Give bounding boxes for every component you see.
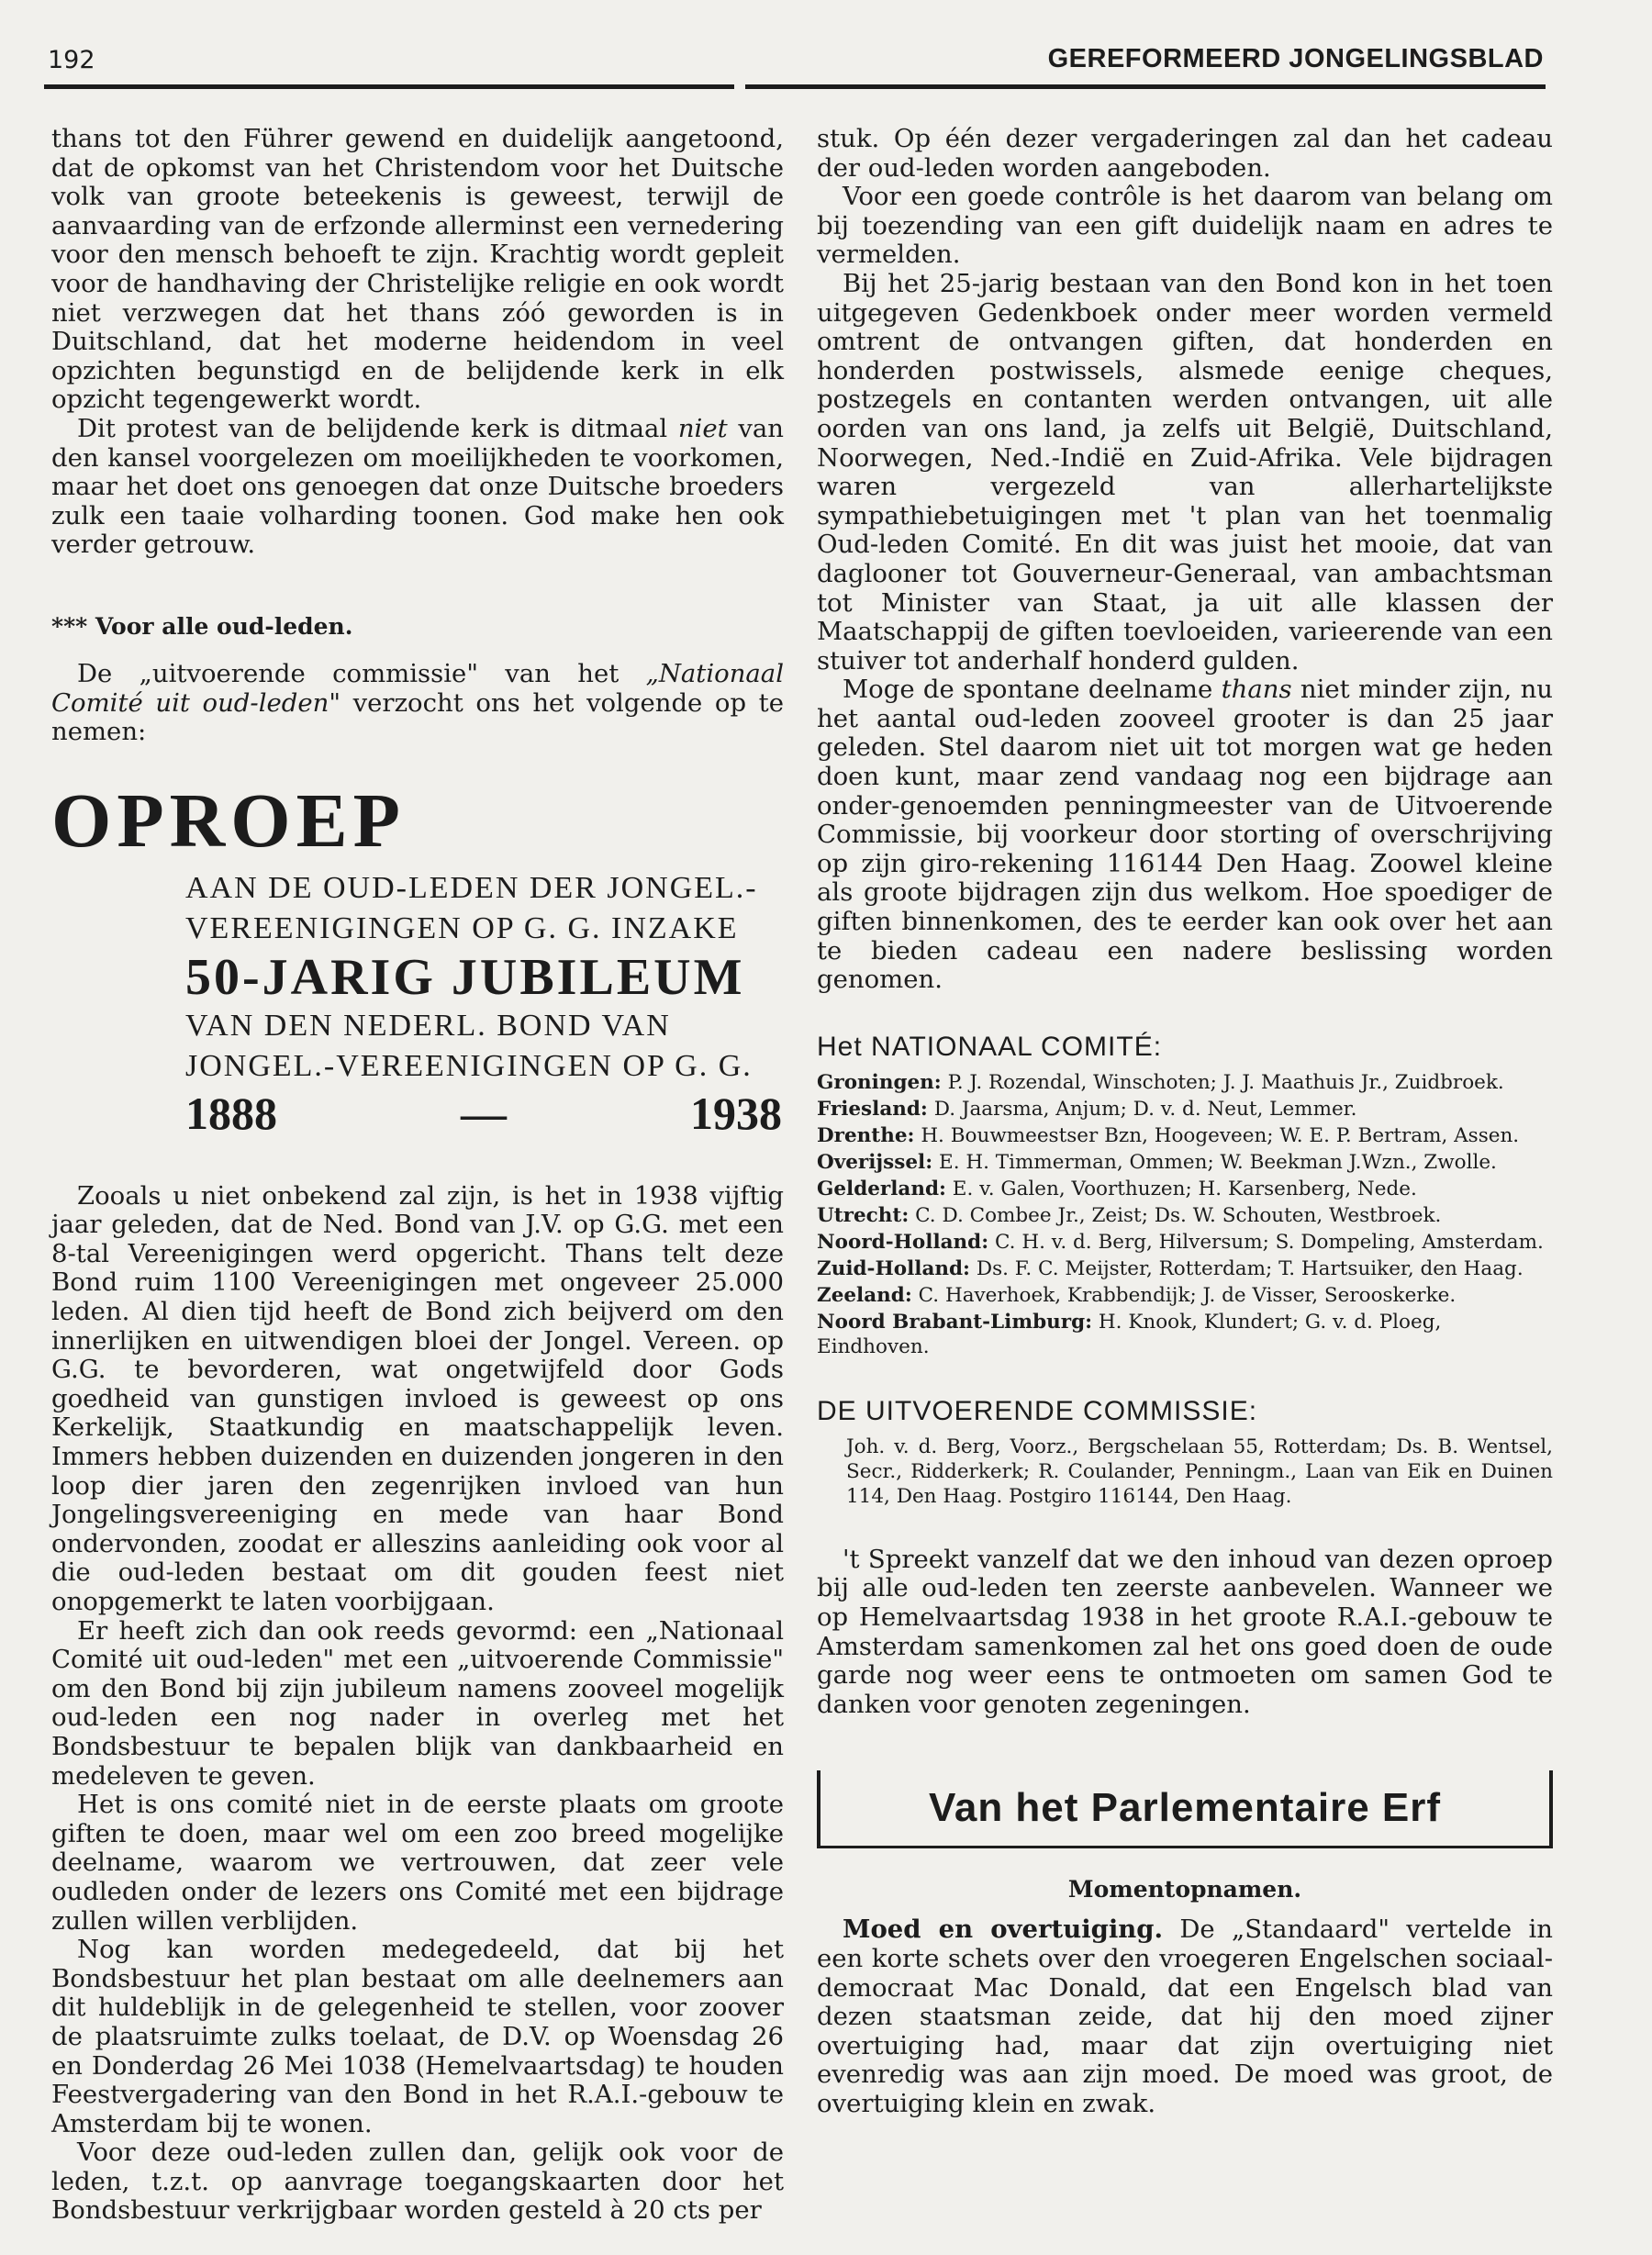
page-number: 192 bbox=[48, 46, 95, 74]
paragraph: stuk. Op één dezer vergaderingen zal dan het cadeau der oud-leden worden aangeboden. bbox=[817, 124, 1553, 183]
left-column bbox=[51, 125, 784, 2226]
oproep-line: AAN DE OUD-LEDEN DER JONGEL.- bbox=[185, 870, 758, 905]
paragraph: Voor deze oud-leden zullen dan, gelijk ook voor de leden, t.z.t. op aanvrage toegangskaarten door het Bondsbestuur verkrijgbaar worden gesteld à 20 cts per bbox=[51, 2138, 784, 2226]
paragraph: Dit protest van de belijdende kerk is ditmaal niet van den kansel voorgelezen om moeilijkheden te voorkomen, maar het doet ons genoegen dat onze Duitsche broeders zulk een taaie volharding toonen. God make hen ook verder getrouw. bbox=[51, 413, 785, 560]
paragraph: De „uitvoerende commissie" van het „Nationaal Comité uit oud-leden" verzocht ons het volgende op te nemen: bbox=[51, 658, 784, 747]
oproep-years bbox=[185, 1087, 782, 1142]
list-item: Noord Brabant-Limburg: H. Knook, Klundert; G. v. d. Ploeg, Eindhoven. bbox=[817, 1310, 1442, 1358]
oproep-title: OPROEP bbox=[51, 777, 406, 864]
list-item: Utrecht: C. D. Combee Jr., Zeist; Ds. W. Schouten, Westbroek. bbox=[817, 1203, 1442, 1227]
section-box-heading bbox=[817, 1770, 1553, 1848]
list-item: Noord-Holland: C. H. v. d. Berg, Hilversum; S. Dompeling, Amsterdam. bbox=[817, 1230, 1544, 1254]
commission-heading: DE UITVOERENDE COMMISSIE: bbox=[817, 1395, 1258, 1426]
paragraph: Moed en overtuiging. De „Standaard" vertelde in een korte schets over den vroegeren Engelschen sociaal-democraat Mac Donald, dat een Engelsch blad van dezen staatsman zeide, dat hij den moed zijner overtuiging had, maar dat zijn overtuiging niet evenredig was aan zijn moed. De moed was groot, de overtuiging klein en zwak. bbox=[817, 1915, 1553, 2118]
list-item: Friesland: D. Jaarsma, Anjum; D. v. d. Neut, Lemmer. bbox=[817, 1097, 1357, 1121]
year-dash: — bbox=[461, 1087, 507, 1139]
committee-heading: Het NATIONAAL COMITÉ: bbox=[817, 1031, 1163, 1062]
paragraph: Moge de spontane deelname thans niet minder zijn, nu het aantal oud-leden zooveel grooter is dan 25 jaar geleden. Stel daarom niet uit tot morgen wat ge heden doen kunt, maar zend vandaag nog een bijdrage aan onder-genoemden penningmeester van de Uitvoerende Commissie, bij voorkeur door storting of overschrijving op zijn giro-rekening 116144 Den Haag. Zoowel kleine als groote bijdragen zijn dus welkom. Hoe spoediger de giften binnenkomen, des te eerder kan ook over het aan te bieden cadeau een nadere beslissing worden genomen. bbox=[817, 675, 1553, 995]
paragraph: Voor een goede contrôle is het daarom van belang om bij toezending van een gift duidelijk naam en adres te vermelden. bbox=[817, 182, 1553, 270]
page-header bbox=[48, 40, 1544, 79]
oproep-line: JONGEL.-VEREENIGINGEN OP G. G. bbox=[185, 1048, 753, 1083]
list-item: Overijssel: E. H. Timmerman, Ommen; W. Beekman J.Wzn., Zwolle. bbox=[817, 1150, 1497, 1174]
list-item: Groningen: P. J. Rozendal, Winschoten; J. J. Maathuis Jr., Zuidbroek. bbox=[817, 1070, 1504, 1094]
paragraph: Bij het 25-jarig bestaan van den Bond kon in het toen uitgegeven Gedenkboek onder meer worden vermeld omtrent de ontvangen giften, dat honderden en honderden postwissels, alsmede eenige cheques, postzegels en contanten werden ontvangen, uit alle oorden van ons land, ja zelfs uit België, Duitschland, Noorwegen, Ned.-Indië en Zuid-Afrika. Vele bijdragen waren vergezeld van allerhartelijkste sympathiebetuigingen met 't plan van het toenmalig Oud-leden Comité. En dit was juist het mooie, dat van daglooner tot Gouverneur-Generaal, van ambachtsman tot Minister van Staat, ja uit alle klassen der Maatschappij de giften toevloeiden, varieerende van een stuiver tot anderhalf honderd gulden. bbox=[817, 268, 1553, 675]
paragraph: thans tot den Führer gewend en duidelijk aangetoond, dat de opkomst van het Christendom voor het Duitsche volk van groote beteekenis is geweest, terwijl de aanvaarding van de erfzonde allerminst een vernedering voor den mensch behoeft te zijn. Krachtig wordt gepleit voor de handhaving der Christelijke religie en ook wordt niet verzwegen dat het thans zóó geworden is in Duitschland, dat het moderne heidendom in veel opzichten begunstigd en de belijdende kerk in elk opzicht tegengewerkt wordt. bbox=[51, 124, 784, 415]
oproep-block bbox=[51, 777, 784, 1142]
list-item: Drenthe: H. Bouwmeestser Bzn, Hoogeveen; W. E. P. Bertram, Assen. bbox=[817, 1123, 1520, 1147]
commission-members: Joh. v. d. Berg, Voorz., Bergschelaan 55, Rotterdam; Ds. B. Wentsel, Secr., Ridderkerk; R. Coulander, Penningm., Laan van Eik en Duinen 114, Den Haag. Postgiro 116144, Den Haag. bbox=[846, 1434, 1553, 1508]
subheading: Momentopnamen. bbox=[1067, 1876, 1302, 1903]
oproep-line: VEREENIGINGEN OP G. G. INZAKE bbox=[185, 910, 739, 945]
right-column bbox=[817, 125, 1553, 2119]
section-heading: *** Voor alle oud-leden. bbox=[51, 612, 353, 640]
year-end: 1938 bbox=[690, 1087, 782, 1139]
paragraph: Zooals u niet onbekend zal zijn, is het in 1938 vijftig jaar geleden, dat de Ned. Bond van J.V. op G.G. met een 8-tal Vereenigingen werd opgericht. Thans telt deze Bond ruim 1100 Vereenigingen met ongeveer 25.000 leden. Al dien tijd heeft de Bond zich beijverd om den innerlijken en uitwendigen bloei der Jongel. Vereen. op G.G. te bevorderen, wat ongetwijfeld door Gods goedheid van gunstigen invloed is geweest op ons Kerkelijk, Staatkundig en maatschappelijk leven. Immers hebben duizenden en duizenden jongeren in den loop dier jaren den zegenrijken invloed van hun Jongelingsvereeniging en mede van haar Bond ondervonden, zoodat er alleszins aanleiding ook voor al die oud-leden bestaat om dit gouden feest niet onopgemerkt te laten voorbijgaan. bbox=[51, 1180, 784, 1616]
header-rule-left bbox=[44, 84, 734, 89]
section-box-title: Van het Parlementaire Erf bbox=[928, 1785, 1442, 1831]
paragraph: 't Spreekt vanzelf dat we den inhoud van dezen oproep bij alle oud-leden ten zeerste aanbevelen. Wanneer we op Hemelvaartsdag 1938 in het groote R.A.I.-gebouw te Amsterdam samenkomen zal het ons goed doen de oude garde nog weer eens te ontmoeten om samen God te danken voor genoten zegeningen. bbox=[817, 1544, 1553, 1719]
publication-title: GEREFORMEERD JONGELINGSBLAD bbox=[1047, 44, 1544, 73]
paragraph: Nog kan worden medegedeeld, dat bij het Bondsbestuur het plan bestaat om alle deelnemers aan dit huldeblijk in de gelegenheid te stellen, voor zoover de plaatsruimte zulks toelaat, de D.V. op Woensdag 26 en Donderdag 26 Mei 1038 (Hemelvaartsdag) te houden Feestvergadering van den Bond in het R.A.I.-gebouw te Amsterdam bij te wonen. bbox=[51, 1935, 784, 2138]
committee-list bbox=[817, 1070, 1553, 1359]
oproep-jubilee: 50-JARIG JUBILEUM bbox=[185, 948, 745, 1006]
list-item: Zeeland: C. Haverhoek, Krabbendijk; J. de Visser, Serooskerke. bbox=[817, 1283, 1457, 1307]
header-rule-right bbox=[745, 84, 1546, 89]
paragraph: Het is ons comité niet in de eerste plaats om groote giften te doen, maar wel om een zoo breed mogelijke deelname, waarom we vertrouwen, dat zeer vele oudleden onder de lezers ons Comité met een bijdrage zullen willen verblijden. bbox=[51, 1790, 784, 1936]
list-item: Zuid-Holland: Ds. F. C. Meijster, Rotterdam; T. Hartsuiker, den Haag. bbox=[817, 1256, 1524, 1280]
year-start: 1888 bbox=[185, 1087, 277, 1139]
paragraph: Er heeft zich dan ook reeds gevormd: een „Nationaal Comité uit oud-leden" met een „uitvoerende Commissie" om den Bond bij zijn jubileum namens zooveel mogelijk oud-leden een nog nader in overleg met het Bondsbestuur te bepalen blijk van dankbaarheid en medeleven te geven. bbox=[51, 1615, 784, 1791]
oproep-line: VAN DEN NEDERL. BOND VAN bbox=[185, 1008, 671, 1043]
list-item: Gelderland: E. v. Galen, Voorthuzen; H. Karsenberg, Nede. bbox=[817, 1177, 1417, 1200]
